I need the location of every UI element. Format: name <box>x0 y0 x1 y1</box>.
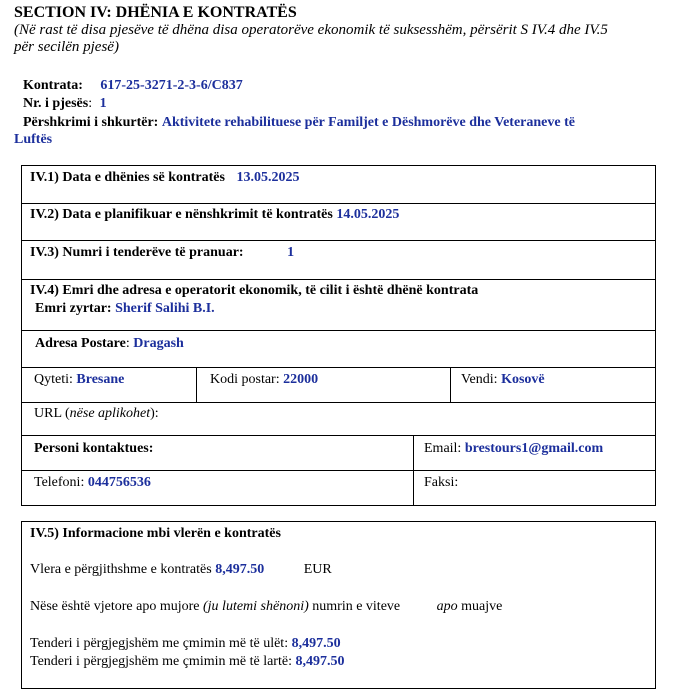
iv1-row <box>30 170 299 186</box>
postal-code-cell <box>210 372 318 388</box>
iv3-row <box>30 245 294 261</box>
iv3-value: 1 <box>287 245 295 260</box>
duration-or: apo <box>436 599 458 614</box>
total-value-row <box>30 562 332 578</box>
section-note-line1: (Në rast të disa pjesëve të dhëna disa operatorëve ekonomik të suksesshëm, përsërit S IV.4 dhe IV.5 <box>14 22 608 38</box>
section-note-line2: për secilën pjesë) <box>14 39 119 55</box>
contract-label: Kontrata: <box>23 78 83 93</box>
url-note: nëse aplikohet <box>69 406 151 421</box>
description-row <box>23 115 575 131</box>
official-name-colon: : <box>106 301 112 316</box>
duration-row <box>30 599 502 615</box>
total-value: 8,497.50 <box>215 562 265 577</box>
country-label: Vendi: <box>461 372 498 387</box>
phone-cell <box>34 475 151 491</box>
iv1-label: IV.1) Data e dhënies së kontratës <box>30 170 225 185</box>
iv2-value: 14.05.2025 <box>336 207 400 222</box>
city-cell <box>34 372 124 388</box>
postal-code-value: 22000 <box>283 372 319 387</box>
postal-code-label: Kodi postar: <box>210 372 280 387</box>
official-name-row <box>35 301 215 317</box>
description-label: Përshkrimi i shkurtër: <box>23 115 159 130</box>
highest-price-row <box>30 654 344 670</box>
iv5-label: IV.5) Informacione mbi vlerën e kontratës <box>30 526 281 541</box>
highest-price-label: Tenderi i përgjegjshëm me çmimin më të lartë: <box>30 654 292 669</box>
url-end: ): <box>150 406 159 421</box>
total-value-label: Vlera e përgjithshme e kontratës <box>30 562 212 577</box>
country-value: Kosovë <box>501 372 545 387</box>
fax-label: Faksi: <box>424 475 459 490</box>
duration-months: muajve <box>461 599 503 614</box>
currency: EUR <box>303 562 332 577</box>
lot-row <box>23 96 107 112</box>
duration-years: numrin e viteve <box>312 599 401 614</box>
iv1-value: 13.05.2025 <box>236 170 300 185</box>
iv4-label: IV.4) Emri dhe adresa e operatorit ekonomik, të cilit i është dhënë kontrata <box>30 283 479 298</box>
lowest-price-value: 8,497.50 <box>291 636 341 651</box>
lot-colon: : <box>88 96 93 111</box>
country-cell <box>461 372 545 388</box>
lowest-price-row <box>30 636 341 652</box>
lot-value: 1 <box>99 96 107 111</box>
lowest-price-label: Tenderi i përgjegjshëm me çmimin më të ulët: <box>30 636 289 651</box>
postal-address-row <box>35 336 184 352</box>
description-value-line2: Luftës <box>14 132 53 147</box>
section-title: SECTION IV: DHËNIA E KONTRATËS <box>14 4 297 21</box>
email-value: brestours1@gmail.com <box>464 441 604 456</box>
city-label: Qyteti: <box>34 372 73 387</box>
highest-price-value: 8,497.50 <box>295 654 345 669</box>
official-name-label: Emri zyrtar <box>35 301 107 316</box>
email-label: Email: <box>424 441 462 456</box>
phone-label: Telefoni: <box>34 475 85 490</box>
contract-row <box>23 78 243 94</box>
url-row <box>34 406 159 422</box>
iv2-label: IV.2) Data e planifikuar e nënshkrimit të kontratës <box>30 207 333 222</box>
contact-person-label: Personi kontaktues: <box>34 441 154 456</box>
postal-address-label: Adresa Postare <box>35 336 126 351</box>
phone-value: 044756536 <box>87 475 151 490</box>
duration-note: (ju lutemi shënoni) <box>203 599 309 614</box>
duration-text: Nëse është vjetore apo mujore <box>30 599 200 614</box>
url-label: URL ( <box>34 406 70 421</box>
official-name-value: Sherif Salihi B.I. <box>115 301 215 316</box>
postal-address-colon: : <box>125 336 130 351</box>
iv2-row <box>30 207 399 223</box>
description-value-line1: Aktivitete rehabilituese për Familjet e Dëshmorëve dhe Veteraneve të <box>161 115 575 130</box>
postal-address-value: Dragash <box>133 336 184 351</box>
lot-label: Nr. i pjesës <box>23 96 89 111</box>
city-value: Bresane <box>76 372 125 387</box>
contract-value: 617-25-3271-2-3-6/C837 <box>100 78 243 93</box>
email-cell <box>424 441 603 457</box>
iv3-label: IV.3) Numri i tenderëve të pranuar: <box>30 245 244 260</box>
